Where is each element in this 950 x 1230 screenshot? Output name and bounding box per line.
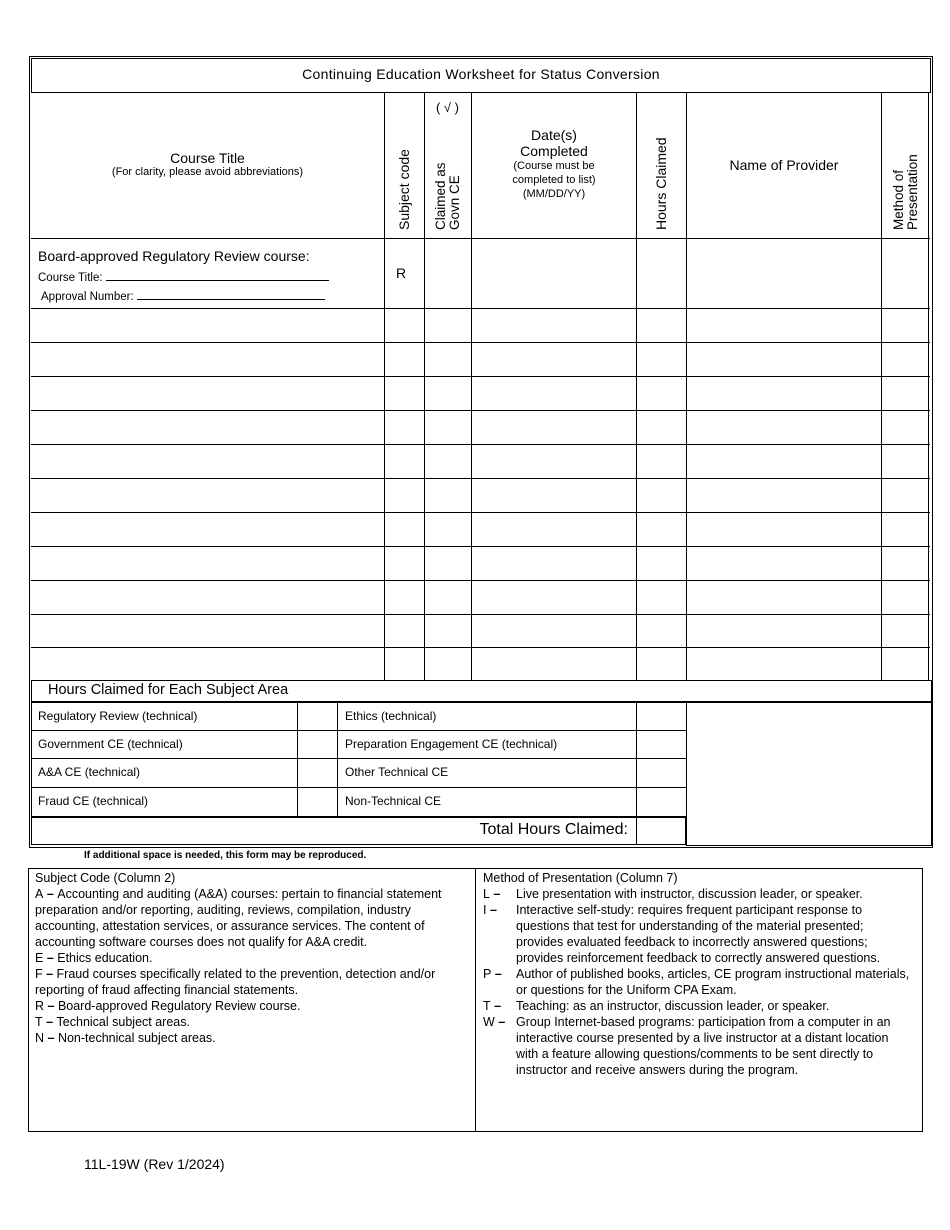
subject-legend-item [35,950,455,966]
provider-input[interactable] [687,411,881,444]
method-legend-lead [483,998,501,1014]
review-subject-code: R [396,265,407,281]
provider-input[interactable] [687,445,881,478]
subject-code-input[interactable] [385,648,424,680]
course-title-input[interactable] [32,479,384,512]
hours-claimed-input[interactable] [637,343,686,376]
review-approval-line [41,289,325,303]
subject-code-input[interactable] [385,547,424,580]
hours-claimed-input[interactable] [637,615,686,647]
dates-line-1: Date(s) [531,127,577,143]
method-input[interactable] [882,411,928,444]
claimed-govn-input[interactable] [425,309,471,342]
review-course-title-line [38,270,329,284]
subject-legend-item [35,966,455,998]
summary-left-hours-input[interactable] [298,731,337,758]
header-dates-completed [472,127,636,201]
course-title-input[interactable] [32,377,384,410]
subject-legend-text: Board-approved Regulatory Review course. [57,999,301,1013]
hours-claimed-input[interactable] [637,411,686,444]
summary-right-label: Other Technical CE [345,765,449,779]
date-completed-input[interactable] [472,411,636,444]
subject-legend-text: Non-technical subject areas. [57,1031,216,1045]
summary-right-label: Non-Technical CE [345,794,442,808]
method-legend-item [483,902,913,966]
date-completed-input[interactable] [472,513,636,546]
method-legend-lead [483,886,500,902]
method-input[interactable] [882,513,928,546]
claimed-line-1: Claimed as [433,162,448,230]
course-title-input[interactable] [32,411,384,444]
subject-legend-item [35,1030,455,1046]
claimed-govn-input[interactable] [425,377,471,410]
method-legend-code: I [483,903,487,917]
date-completed-input[interactable] [472,648,636,680]
header-check-mark: ( √ ) [435,100,460,115]
method-legend-text: Interactive self-study: requires frequent participant response to questions that test for understanding of the material presented; provides evaluated feedback to incorrectly answered questions; provides reinforcement feedback to correctly answered questions. [516,903,881,965]
course-title-input[interactable] [32,343,384,376]
method-legend-item [483,966,913,998]
header-claimed-govn-ce [434,162,462,230]
method-input[interactable] [882,648,928,680]
review-course-title-field[interactable] [106,270,329,281]
hours-claimed-input[interactable] [637,377,686,410]
summary-right-label: Preparation Engagement CE (technical) [345,737,558,751]
header-course-title [31,150,384,178]
header-name-of-provider: Name of Provider [729,157,839,173]
method-legend-item [483,886,913,902]
subject-legend-text: Accounting and auditing (A&A) courses: pertain to financial statement preparation and/or reporting, auditing, reviews, compilation, industry accounting, attestation services, or assurance services. The content of accounting software courses does not qualify for A&A credit. [35,887,442,949]
method-legend-code: W [483,1015,495,1029]
dates-note-2: completed to list) [512,174,596,186]
hours-claimed-input[interactable] [637,479,686,512]
subject-code-input[interactable] [385,309,424,342]
date-completed-input[interactable] [472,445,636,478]
summary-left-label: Fraud CE (technical) [38,794,149,808]
hours-claimed-input[interactable] [637,309,686,342]
provider-input[interactable] [687,648,881,680]
subject-legend-code: T [35,1015,43,1029]
subject-legend-item [35,886,455,950]
course-title-heading: Course Title [170,150,245,166]
header-method-of-presentation [892,154,920,230]
header-hours-claimed: Hours Claimed [653,137,669,230]
course-title-input[interactable] [32,445,384,478]
method-input[interactable] [882,581,928,614]
method-line-1: Method of [891,169,906,230]
claimed-govn-input[interactable] [425,615,471,647]
method-legend-code: P [483,967,492,981]
summary-right-hours-input[interactable] [637,759,686,787]
dash: – [43,951,58,965]
subject-legend-text: Fraud courses specifically related to the prevention, detection and/or reporting of fraud affecting financial statements. [35,967,436,997]
legend-divider [475,868,476,1132]
summary-heading: Hours Claimed for Each Subject Area [48,682,289,698]
method-legend [483,870,913,1078]
subject-legend-code: E [35,951,44,965]
review-provider-input[interactable] [687,239,881,307]
course-title-input[interactable] [32,309,384,342]
method-legend-heading: Method of Presentation (Column 7) [483,871,678,885]
provider-input[interactable] [687,479,881,512]
date-completed-input[interactable] [472,479,636,512]
method-legend-lead [483,1014,505,1030]
review-approval-label: Approval Number: [41,291,134,303]
total-hours-label: Total Hours Claimed: [479,821,628,838]
claimed-govn-input[interactable] [425,513,471,546]
header-subject-code: Subject code [396,149,412,230]
review-approval-field[interactable] [137,289,325,300]
method-legend-lead [483,902,497,918]
method-input[interactable] [882,615,928,647]
claimed-govn-input[interactable] [425,648,471,680]
total-hours-input[interactable] [637,818,685,844]
subject-legend-item [35,1014,455,1030]
date-completed-input[interactable] [472,547,636,580]
summary-left-label: Regulatory Review (technical) [38,709,198,723]
summary-left-hours-input[interactable] [298,703,337,730]
worksheet-title: Continuing Education Worksheet for Status Conversion [302,66,660,82]
method-input[interactable] [882,377,928,410]
summary-right-label: Ethics (technical) [345,709,437,723]
method-line-2: Presentation [905,154,920,230]
subject-legend-code: A [35,887,44,901]
subject-legend-heading: Subject Code (Column 2) [35,871,176,885]
summary-left-hours-input[interactable] [298,759,337,787]
provider-input[interactable] [687,343,881,376]
subject-code-input[interactable] [385,581,424,614]
course-title-input[interactable] [32,513,384,546]
summary-left-label: A&A CE (technical) [38,765,141,779]
right-edge-rule [928,93,929,680]
course-title-note: (For clarity, please avoid abbreviations) [111,166,304,178]
dash: – [489,887,501,901]
summary-right-hours-input[interactable] [637,788,686,816]
review-hours-claimed-input[interactable] [637,239,686,307]
hours-claimed-input[interactable] [637,648,686,680]
course-title-input[interactable] [32,615,384,647]
summary-left-label: Government CE (technical) [38,737,183,751]
review-date-completed-input[interactable] [472,239,636,307]
claimed-govn-input[interactable] [425,479,471,512]
method-legend-item [483,1014,913,1078]
subject-code-input[interactable] [385,377,424,410]
subject-legend-code: R [35,999,45,1013]
dash: – [42,967,57,981]
hours-claimed-input[interactable] [637,547,686,580]
dash: – [44,999,58,1013]
provider-input[interactable] [687,309,881,342]
reproduce-note: If additional space is needed, this form may be reproduced. [84,850,367,861]
review-row-heading: Board-approved Regulatory Review course: [38,248,310,264]
subject-code-input[interactable] [385,343,424,376]
subject-code-input[interactable] [385,479,424,512]
course-title-input[interactable] [32,648,384,680]
date-completed-input[interactable] [472,615,636,647]
dash: – [494,1015,506,1029]
method-legend-item [483,998,913,1014]
dates-note-3: (MM/DD/YY) [522,188,586,200]
subject-code-input[interactable] [385,445,424,478]
form-number: 11L-19W (Rev 1/2024) [84,1156,225,1172]
method-input[interactable] [882,479,928,512]
dates-note-1: (Course must be [513,160,595,172]
method-input[interactable] [882,309,928,342]
method-legend-text: Live presentation with instructor, discussion leader, or speaker. [516,887,863,901]
summary-right-hours-input[interactable] [637,731,686,758]
method-input[interactable] [882,445,928,478]
dash: – [43,887,58,901]
method-legend-text: Author of published books, articles, CE program instructional materials, or questions for the Uniform CPA Exam. [516,967,910,997]
claimed-govn-input[interactable] [425,581,471,614]
dates-line-2: Completed [520,143,588,159]
dash: – [490,999,502,1013]
method-legend-lead [483,966,502,982]
provider-input[interactable] [687,513,881,546]
method-legend-code: T [483,999,491,1013]
hours-claimed-input[interactable] [637,445,686,478]
subject-code-input[interactable] [385,513,424,546]
date-completed-input[interactable] [472,309,636,342]
date-completed-input[interactable] [472,343,636,376]
subject-legend-code: F [35,967,43,981]
subject-code-legend [35,870,455,1046]
method-input[interactable] [882,547,928,580]
date-completed-input[interactable] [472,581,636,614]
hours-claimed-input[interactable] [637,513,686,546]
claimed-govn-input[interactable] [425,547,471,580]
dash: – [42,1015,57,1029]
date-completed-input[interactable] [472,377,636,410]
claimed-govn-input[interactable] [425,445,471,478]
course-title-input[interactable] [32,547,384,580]
hours-claimed-input[interactable] [637,581,686,614]
course-title-input[interactable] [32,581,384,614]
summary-left-hours-input[interactable] [298,788,337,816]
provider-input[interactable] [687,547,881,580]
summary-blank-area [686,702,932,846]
subject-code-input[interactable] [385,411,424,444]
subject-code-input[interactable] [385,615,424,647]
provider-input[interactable] [687,615,881,647]
dash: – [486,903,497,917]
provider-input[interactable] [687,377,881,410]
method-legend-text: Teaching: as an instructor, discussion leader, or speaker. [516,999,830,1013]
summary-right-hours-input[interactable] [637,703,686,730]
subject-legend-code: N [35,1031,45,1045]
review-course-title-label: Course Title: [38,272,103,284]
review-method-input[interactable] [882,239,928,307]
provider-input[interactable] [687,581,881,614]
subject-legend-text: Ethics education. [57,951,153,965]
dash: – [491,967,502,981]
method-legend-text: Group Internet-based programs: participation from a computer in an interactive course presented by a live instructor at a distant location with a feature allowing questions/comments to be sent directly to instructor and receive answers during the program. [516,1015,891,1077]
subject-legend-item [35,998,455,1014]
method-input[interactable] [882,343,928,376]
review-claimed-govn-input[interactable] [425,239,471,307]
subject-legend-text: Technical subject areas. [56,1015,190,1029]
claimed-govn-input[interactable] [425,411,471,444]
claimed-govn-input[interactable] [425,343,471,376]
claimed-line-2: Govn CE [447,175,462,230]
dash: – [44,1031,58,1045]
method-legend-code: L [483,887,490,901]
